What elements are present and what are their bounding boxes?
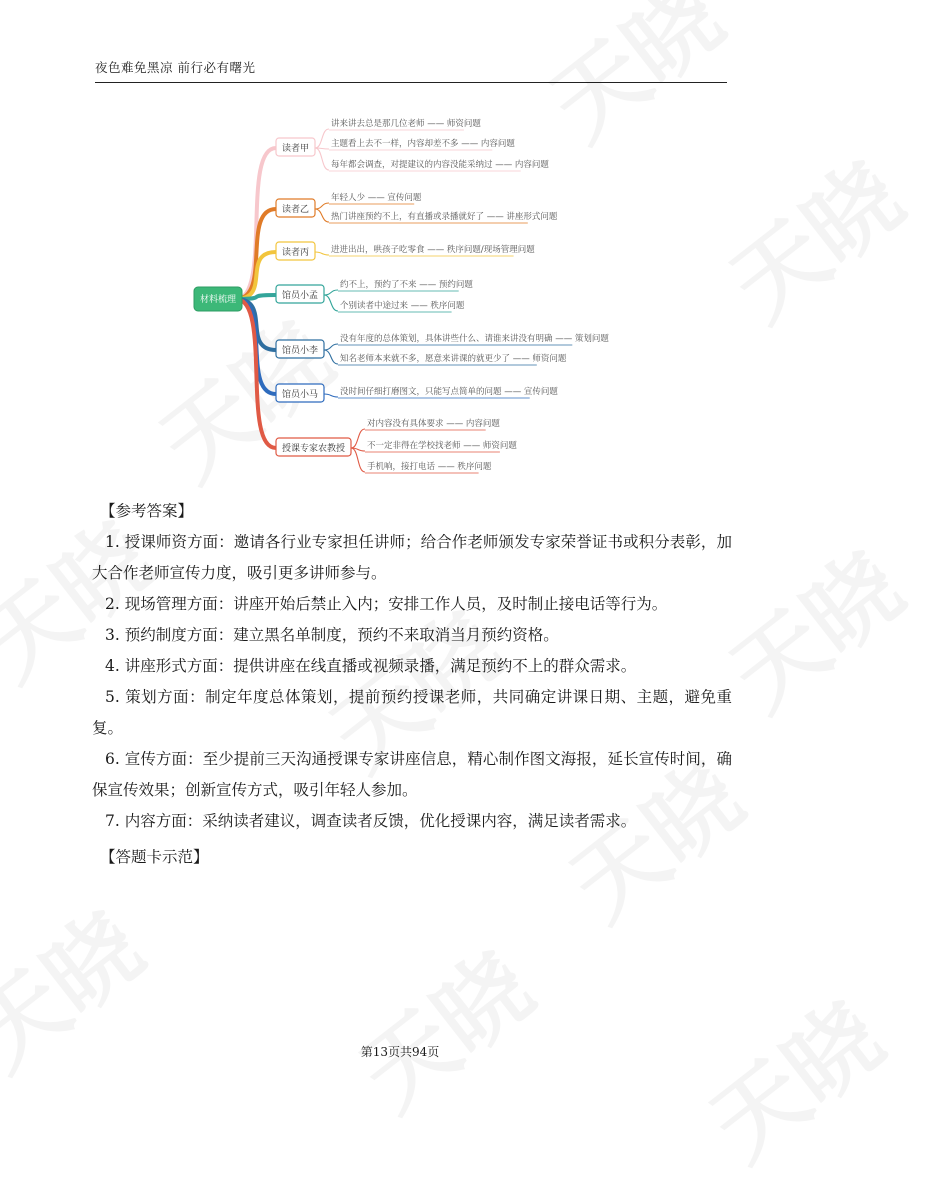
leaf-connector: [351, 429, 365, 448]
watermark: [0, 877, 165, 1094]
leaf-connector: [324, 350, 338, 364]
root-label: 材料梳理: [200, 295, 237, 305]
answer-item: 5. 策划方面：制定年度总体策划，提前预约授课老师，共同确定讲课日期、主题，避免重复。: [92, 688, 732, 737]
page-header: 夜色难免黑凉 前行必有曙光: [95, 58, 727, 83]
leaf-label: 年轻人少 —— 宣传问题: [331, 193, 422, 203]
branch-label: 读者甲: [282, 144, 310, 154]
answer-item: 4. 讲座形式方面：提供讲座在线直播或视频录播，满足预约不上的群众需求。: [105, 657, 637, 675]
answer-item: 6. 宣传方面：至少提前三天沟通授课专家讲座信息，精心制作图文海报，延长宣传时间，确保宣传效果；创新宣传方式，吸引年轻人参加。: [92, 750, 732, 799]
leaf-connector: [324, 394, 338, 397]
leaf-connector: [315, 148, 329, 170]
answer-list: [92, 527, 732, 837]
answer-heading: 【参考答案】: [100, 502, 194, 520]
answer-item: 3. 预约制度方面：建立黑名单制度，预约不来取消当月预约资格。: [105, 626, 559, 644]
leaf-connector: [324, 344, 338, 350]
leaf-label: 知名老师本来就不多，愿意来讲课的就更少了 —— 师资问题: [340, 354, 567, 364]
leaf-connector: [315, 203, 329, 209]
leaf-connector: [315, 209, 329, 222]
leaf-label: 进进出出，哄孩子吃零食 —— 秩序问题/现场管理问题: [331, 245, 535, 255]
leaf-connector: [324, 290, 338, 295]
leaf-label: 主题看上去不一样，内容却差不多 —— 内容问题: [331, 139, 515, 149]
leaf-label: 没有年度的总体策划，具体讲些什么、请谁来讲没有明确 —— 策划问题: [340, 334, 609, 344]
watermark: [329, 917, 555, 1134]
leaf-label: 没时间仔细打磨图文，只能写点简单的问题 —— 宣传问题: [340, 387, 558, 397]
answer-item: 1. 授课师资方面：邀请各行业专家担任讲师；给合作老师颁发专家荣誉证书或积分表彰，加大合作老师宣传力度，吸引更多讲师参与。: [92, 533, 732, 582]
mind-map: [180, 112, 609, 487]
leaf-label: 约不上，预约了不来 —— 预约问题: [340, 280, 473, 290]
leaf-label: 讲来讲去总是那几位老师 —— 师资问题: [331, 119, 481, 129]
answer-item: 2. 现场管理方面：讲座开始后禁止入内；安排工作人员，及时制止接电话等行为。: [105, 595, 668, 613]
leaf-label: 对内容没有具体要求 —— 内容问题: [367, 419, 500, 429]
branch-label: 读者乙: [282, 205, 310, 215]
leaf-label: 手机响，接打电话 —— 秩序问题: [367, 462, 492, 472]
leaf-connector: [315, 129, 329, 148]
leaf-connector: [315, 252, 329, 255]
branch-label: 馆员小孟: [282, 291, 319, 301]
leaf-label: 每年都会调查，对提建议的内容没能采纳过 —— 内容问题: [331, 160, 549, 170]
leaf-label: 个别读者中途过来 —— 秩序问题: [340, 301, 465, 311]
leaf-connector: [351, 448, 365, 472]
branch-label: 读者丙: [282, 248, 310, 258]
branch-label: 馆员小马: [282, 390, 319, 400]
answer-item: 7. 内容方面：采纳读者建议，调查读者反馈，优化授课内容，满足读者需求。: [105, 812, 637, 830]
page-footer: 第13页共94页: [360, 1045, 440, 1059]
watermark: [699, 127, 925, 344]
sample-heading: 【答题卡示范】: [100, 848, 209, 866]
branch-label: 馆员小李: [282, 346, 319, 356]
branch-label: 授课专家农教授: [282, 444, 346, 454]
leaf-label: 热门讲座预约不上，有直播或录播就好了 —— 讲座形式问题: [331, 212, 558, 222]
leaf-connector: [324, 295, 338, 311]
leaf-label: 不一定非得在学校找老师 —— 师资问题: [367, 441, 517, 451]
watermark: [699, 517, 925, 734]
watermark: [679, 967, 905, 1184]
